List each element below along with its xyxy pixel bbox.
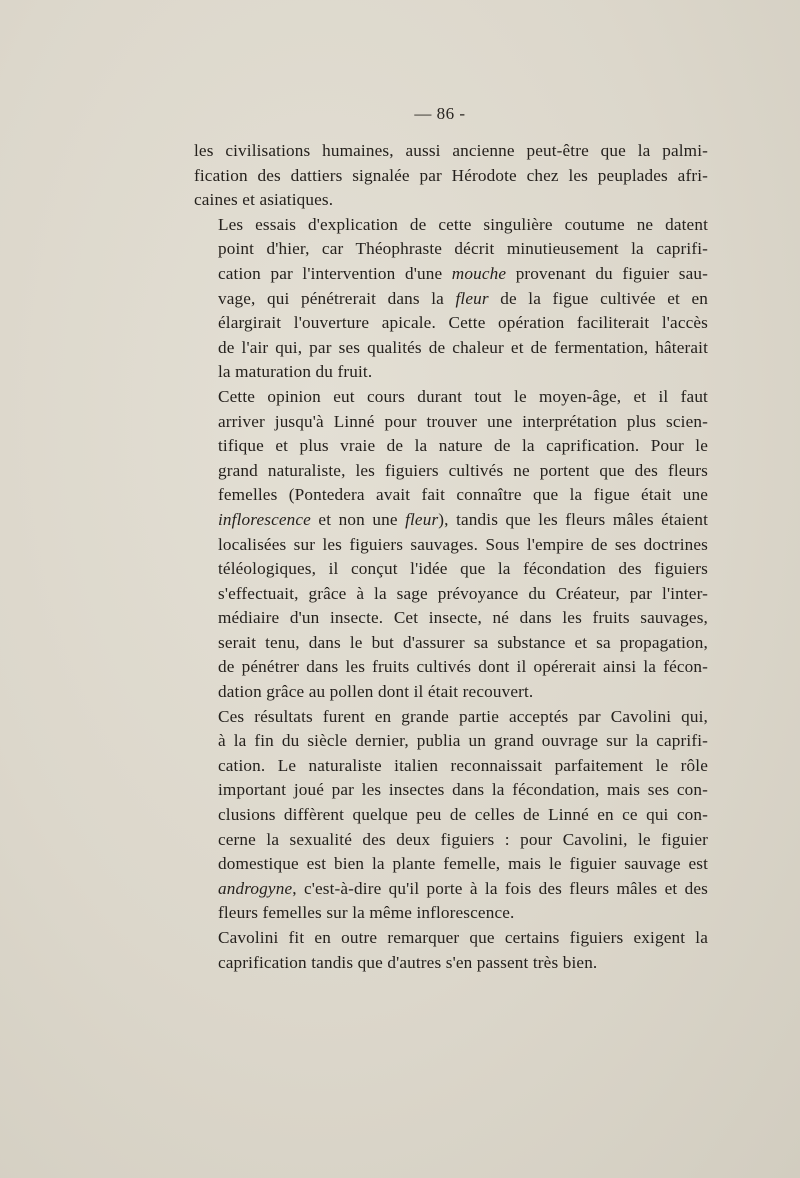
text-line: à la fin du siècle dernier, publia un grand ouvrage sur la caprifi- <box>218 731 708 751</box>
text-line: élargirait l'ouverture apicale. Cette opération faciliterait l'accès <box>218 313 708 333</box>
text-line: téléologiques, il conçut l'idée que la fécondation des figuiers <box>218 559 708 579</box>
text-line: caprification tandis que d'autres s'en passent très bien. <box>218 952 598 972</box>
text-line: cation. Le naturaliste italien reconnaissait parfaitement le rôle <box>218 755 708 775</box>
text-line: de pénétrer dans les fruits cultivés dont il opérerait ainsi la fécon- <box>218 657 708 677</box>
text-line: localisées sur les figuiers sauvages. Sous l'empire de ses doctrines <box>218 534 708 554</box>
text-line: cerne la sexualité des deux figuiers : pour Cavolini, le figuier <box>218 829 708 849</box>
text-line: tifique et plus vraie de la nature de la caprification. Pour le <box>218 436 708 456</box>
text-line: vage, qui pénétrerait dans la fleur de la figue cultivée et en <box>218 288 708 308</box>
text-line: androgyne, c'est-à-dire qu'il porte à la fois des fleurs mâles et des <box>218 878 708 898</box>
text-line: arriver jusqu'à Linné pour trouver une interprétation plus scien- <box>218 411 708 431</box>
text-line: Cette opinion eut cours durant tout le moyen-âge, et il faut <box>218 386 708 406</box>
text-line: serait tenu, dans le but d'assurer sa substance et sa propagation, <box>218 632 708 652</box>
paragraph <box>194 213 708 385</box>
text-line: clusions diffèrent quelque peu de celles de Linné en ce qui con- <box>218 805 708 825</box>
text-line: Ces résultats furent en grande partie acceptés par Cavolini qui, <box>218 706 708 726</box>
page-number: — 86 - <box>414 104 466 123</box>
text-line: femelles (Pontedera avait fait connaître que la figue était une <box>218 485 708 505</box>
text-line: les civilisations humaines, aussi ancienne peut-être que la palmi- <box>194 141 708 160</box>
text-line: fication des dattiers signalée par Hérodote chez les peuplades afri- <box>194 165 708 185</box>
paragraph <box>194 926 708 975</box>
text-line: Cavolini fit en outre remarquer que certains figuiers exigent la <box>218 928 708 947</box>
paragraph <box>194 139 708 213</box>
text-line: la maturation du fruit. <box>218 362 373 382</box>
text-line: de l'air qui, par ses qualités de chaleur et de fermentation, hâterait <box>218 337 708 357</box>
text-line: Les essais d'explication de cette singulière coutume ne datent <box>218 214 708 234</box>
text-line: grand naturaliste, les figuiers cultivés ne portent que des fleurs <box>218 460 708 480</box>
paragraph <box>194 705 708 926</box>
text-line: point d'hier, car Théophraste décrit minutieusement la caprifi- <box>218 239 708 259</box>
text-line: cation par l'intervention d'une mouche provenant du figuier sau- <box>218 263 709 283</box>
text-line: domestique est bien la plante femelle, mais le figuier sauvage est <box>218 854 708 874</box>
text-line: inflorescence et non une fleur), tandis que les fleurs mâles étaient <box>218 509 708 529</box>
paragraph <box>194 385 708 705</box>
text-line: caines et asiatiques. <box>194 190 334 210</box>
text-line: dation grâce au pollen dont il était recouvert. <box>218 682 534 702</box>
text-line: fleurs femelles sur la même inflorescence. <box>218 903 515 923</box>
body-text <box>194 139 708 975</box>
text-line: médiaire d'un insecte. Cet insecte, né dans les fruits sauvages, <box>218 608 708 628</box>
text-line: important joué par les insectes dans la fécondation, mais ses con- <box>218 780 708 800</box>
text-line: s'effectuait, grâce à la sage prévoyance du Créateur, par l'inter- <box>218 583 708 603</box>
